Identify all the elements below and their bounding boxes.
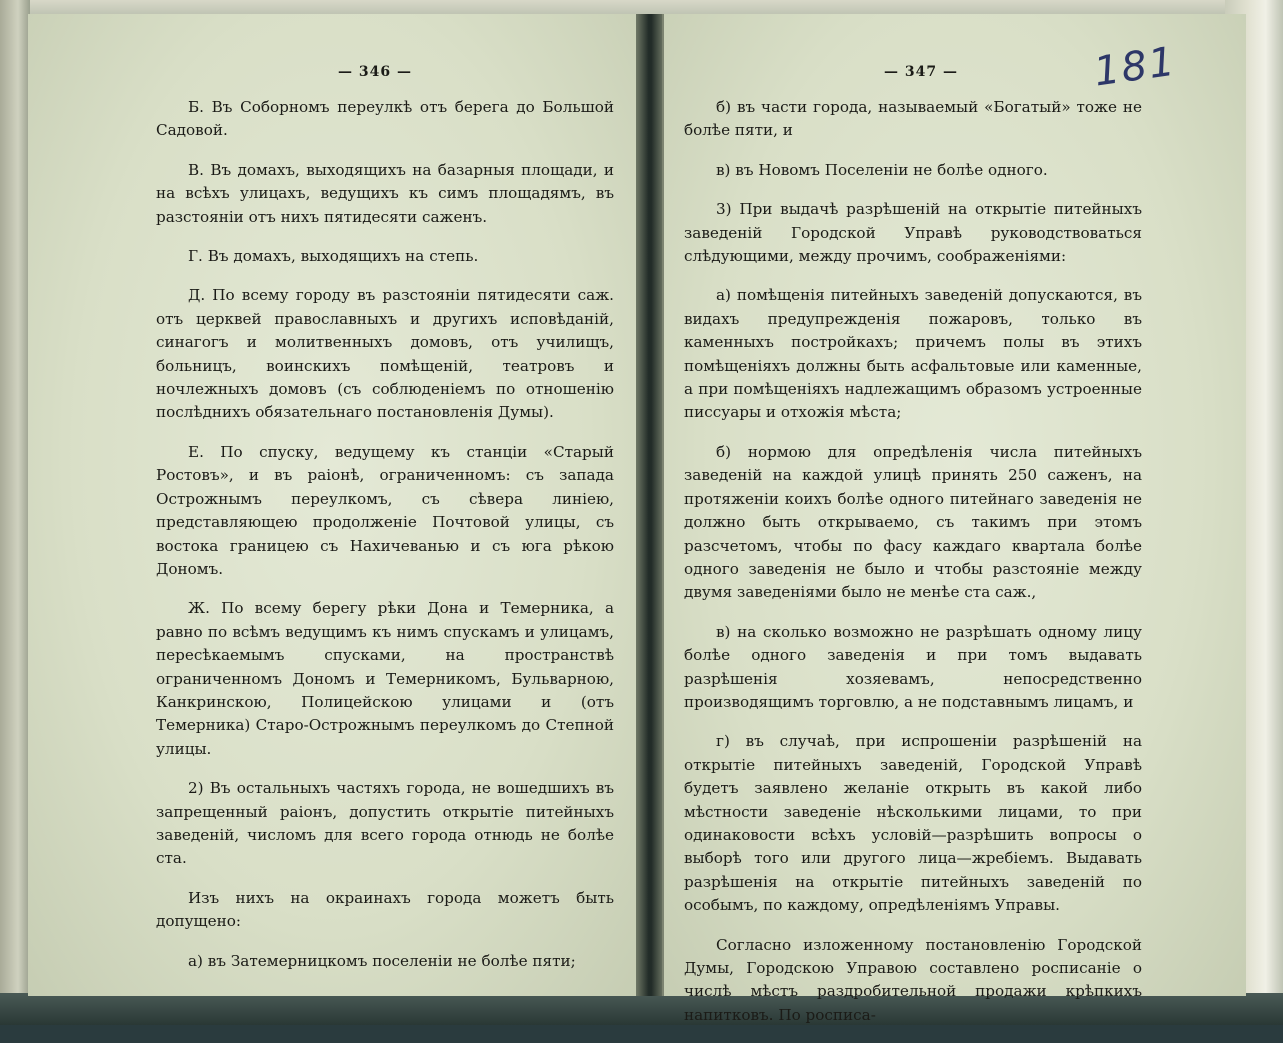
left-page-text xyxy=(156,96,614,989)
paragraph: а) помѣщенiя питейныхъ заведенiй допускаются, въ видахъ предупрежденiя пожаровъ, только въ каменныхъ постройкахъ; причемъ полы въ этихъ помѣщенiяхъ должны быть асфальтовые или каменные, а при помѣщенiяхъ надлежащимъ образомъ устроенные писсуары и отхожiя мѣста; xyxy=(684,286,1142,422)
paragraph: Д. По всему городу въ разстоянiи пятидесяти саж. отъ церквей православныхъ и другихъ исповѣданiй, синагогъ и молитвенныхъ домовъ, отъ училищъ, больницъ, воинскихъ помѣщенiй, театровъ и ночлежныхъ домовъ (съ соблюденiемъ по отношенiю послѣднихъ обязательнаго постановленiя Думы). xyxy=(156,286,614,422)
background-page-edge-left xyxy=(0,0,30,1025)
book-gutter xyxy=(636,14,664,996)
paragraph: б) въ части города, называемый «Богатый» тоже не болѣе пяти, и xyxy=(684,98,1142,140)
paragraph: Г. Въ домахъ, выходящихъ на степь. xyxy=(188,247,479,266)
paragraph: б) нормою для опредѣленiя числа питейныхъ заведенiй на каждой улицѣ принять 250 саженъ, на протяженiи коихъ болѣе одного питейнаго заведенiя не должно быть открываемо, съ такимъ при этомъ разсчетомъ, чтобы по фасу каждаго квартала болѣе одного заведенiя не было и чтобы разстоянiе между двумя заведенiями было не менѣе ста саж., xyxy=(684,442,1142,602)
paragraph: Б. Въ Соборномъ переулкѣ отъ берега до Большой Садовой. xyxy=(156,98,614,140)
handwritten-folio-number: 181 xyxy=(1090,38,1179,96)
right-page xyxy=(662,14,1246,1024)
paragraph: Ж. По всему берегу рѣки Дона и Темерника, а равно по всѣмъ ведущимъ къ нимъ спускамъ и улицамъ, пересѣкаемымъ спусками, на пространствѣ ограниченномъ Дономъ и Темерникомъ, Бульварною, Канкринскою, Полицейскою улицами и (отъ Темерника) Старо-Острожнымъ переулкомъ до Степной улицы. xyxy=(156,599,614,758)
paragraph: в) на сколько возможно не разрѣшать одному лицу болѣе одного заведенiя и при томъ выдавать разрѣшенiя хозяевамъ, непосредственно производящимъ торговлю, а не подставнымъ лицамъ, и xyxy=(684,622,1142,711)
right-page-text xyxy=(684,96,1142,1043)
page-number-right: — 347 — xyxy=(884,64,958,80)
paragraph: г) въ случаѣ, при испрошенiи разрѣшенiй на открытiе питейныхъ заведенiй, Городской Управѣ будетъ заявлено желанiе открыть въ какой либо мѣстности заведенiе нѣсколькими лицами, то при одинаковости всѣхъ условiй—разрѣшить вопросы о выборѣ того или другого лица—жребiемъ. Выдавать разрѣшенiя на открытiе питейныхъ заведенiй по особымъ, по каждому, опредѣленiямъ Управы. xyxy=(684,732,1142,915)
paragraph: 2) Въ остальныхъ частяхъ города, не вошедшихъ въ запрещенный раiонъ, допустить открытiе питейныхъ заведенiй, числомъ для всего города отнюдь не болѣе ста. xyxy=(156,779,614,868)
paragraph: Изъ нихъ на окраинахъ города можетъ быть допущено: xyxy=(156,888,614,931)
left-page xyxy=(28,14,638,996)
paragraph: Е. По спуску, ведущему къ станцiи «Старый Ростовъ», и въ раiонѣ, ограниченномъ: съ запада Острожнымъ переулкомъ, съ сѣвера линiею, представляющею продолженiе Почтовой улицы, съ востока границею съ Нахичеванью и съ юга рѣкою Дономъ. xyxy=(156,442,614,578)
paragraph: 3) При выдачѣ разрѣшенiй на открытiе питейныхъ заведенiй Городской Управѣ руководствоваться слѣдующими, между прочимъ, соображенiями: xyxy=(684,200,1142,266)
page-number-left: — 346 — xyxy=(338,64,412,80)
paragraph: В. Въ домахъ, выходящихъ на базарныя площади, и на всѣхъ улицахъ, ведущихъ къ симъ площадямъ, въ разстоянiи отъ нихъ пятидесяти саженъ. xyxy=(156,160,614,226)
paragraph: в) въ Новомъ Поселенiи не болѣе одного. xyxy=(716,160,1048,179)
paragraph: а) въ Затемерницкомъ поселенiи не болѣе пяти; xyxy=(188,951,576,970)
paragraph: Согласно изложенному постановленiю Городской Думы, Городскою Управою составлено росписанiе о числѣ мѣстъ раздробительной продажи крѣпкихъ напитковъ. По росписа- xyxy=(684,935,1142,1024)
